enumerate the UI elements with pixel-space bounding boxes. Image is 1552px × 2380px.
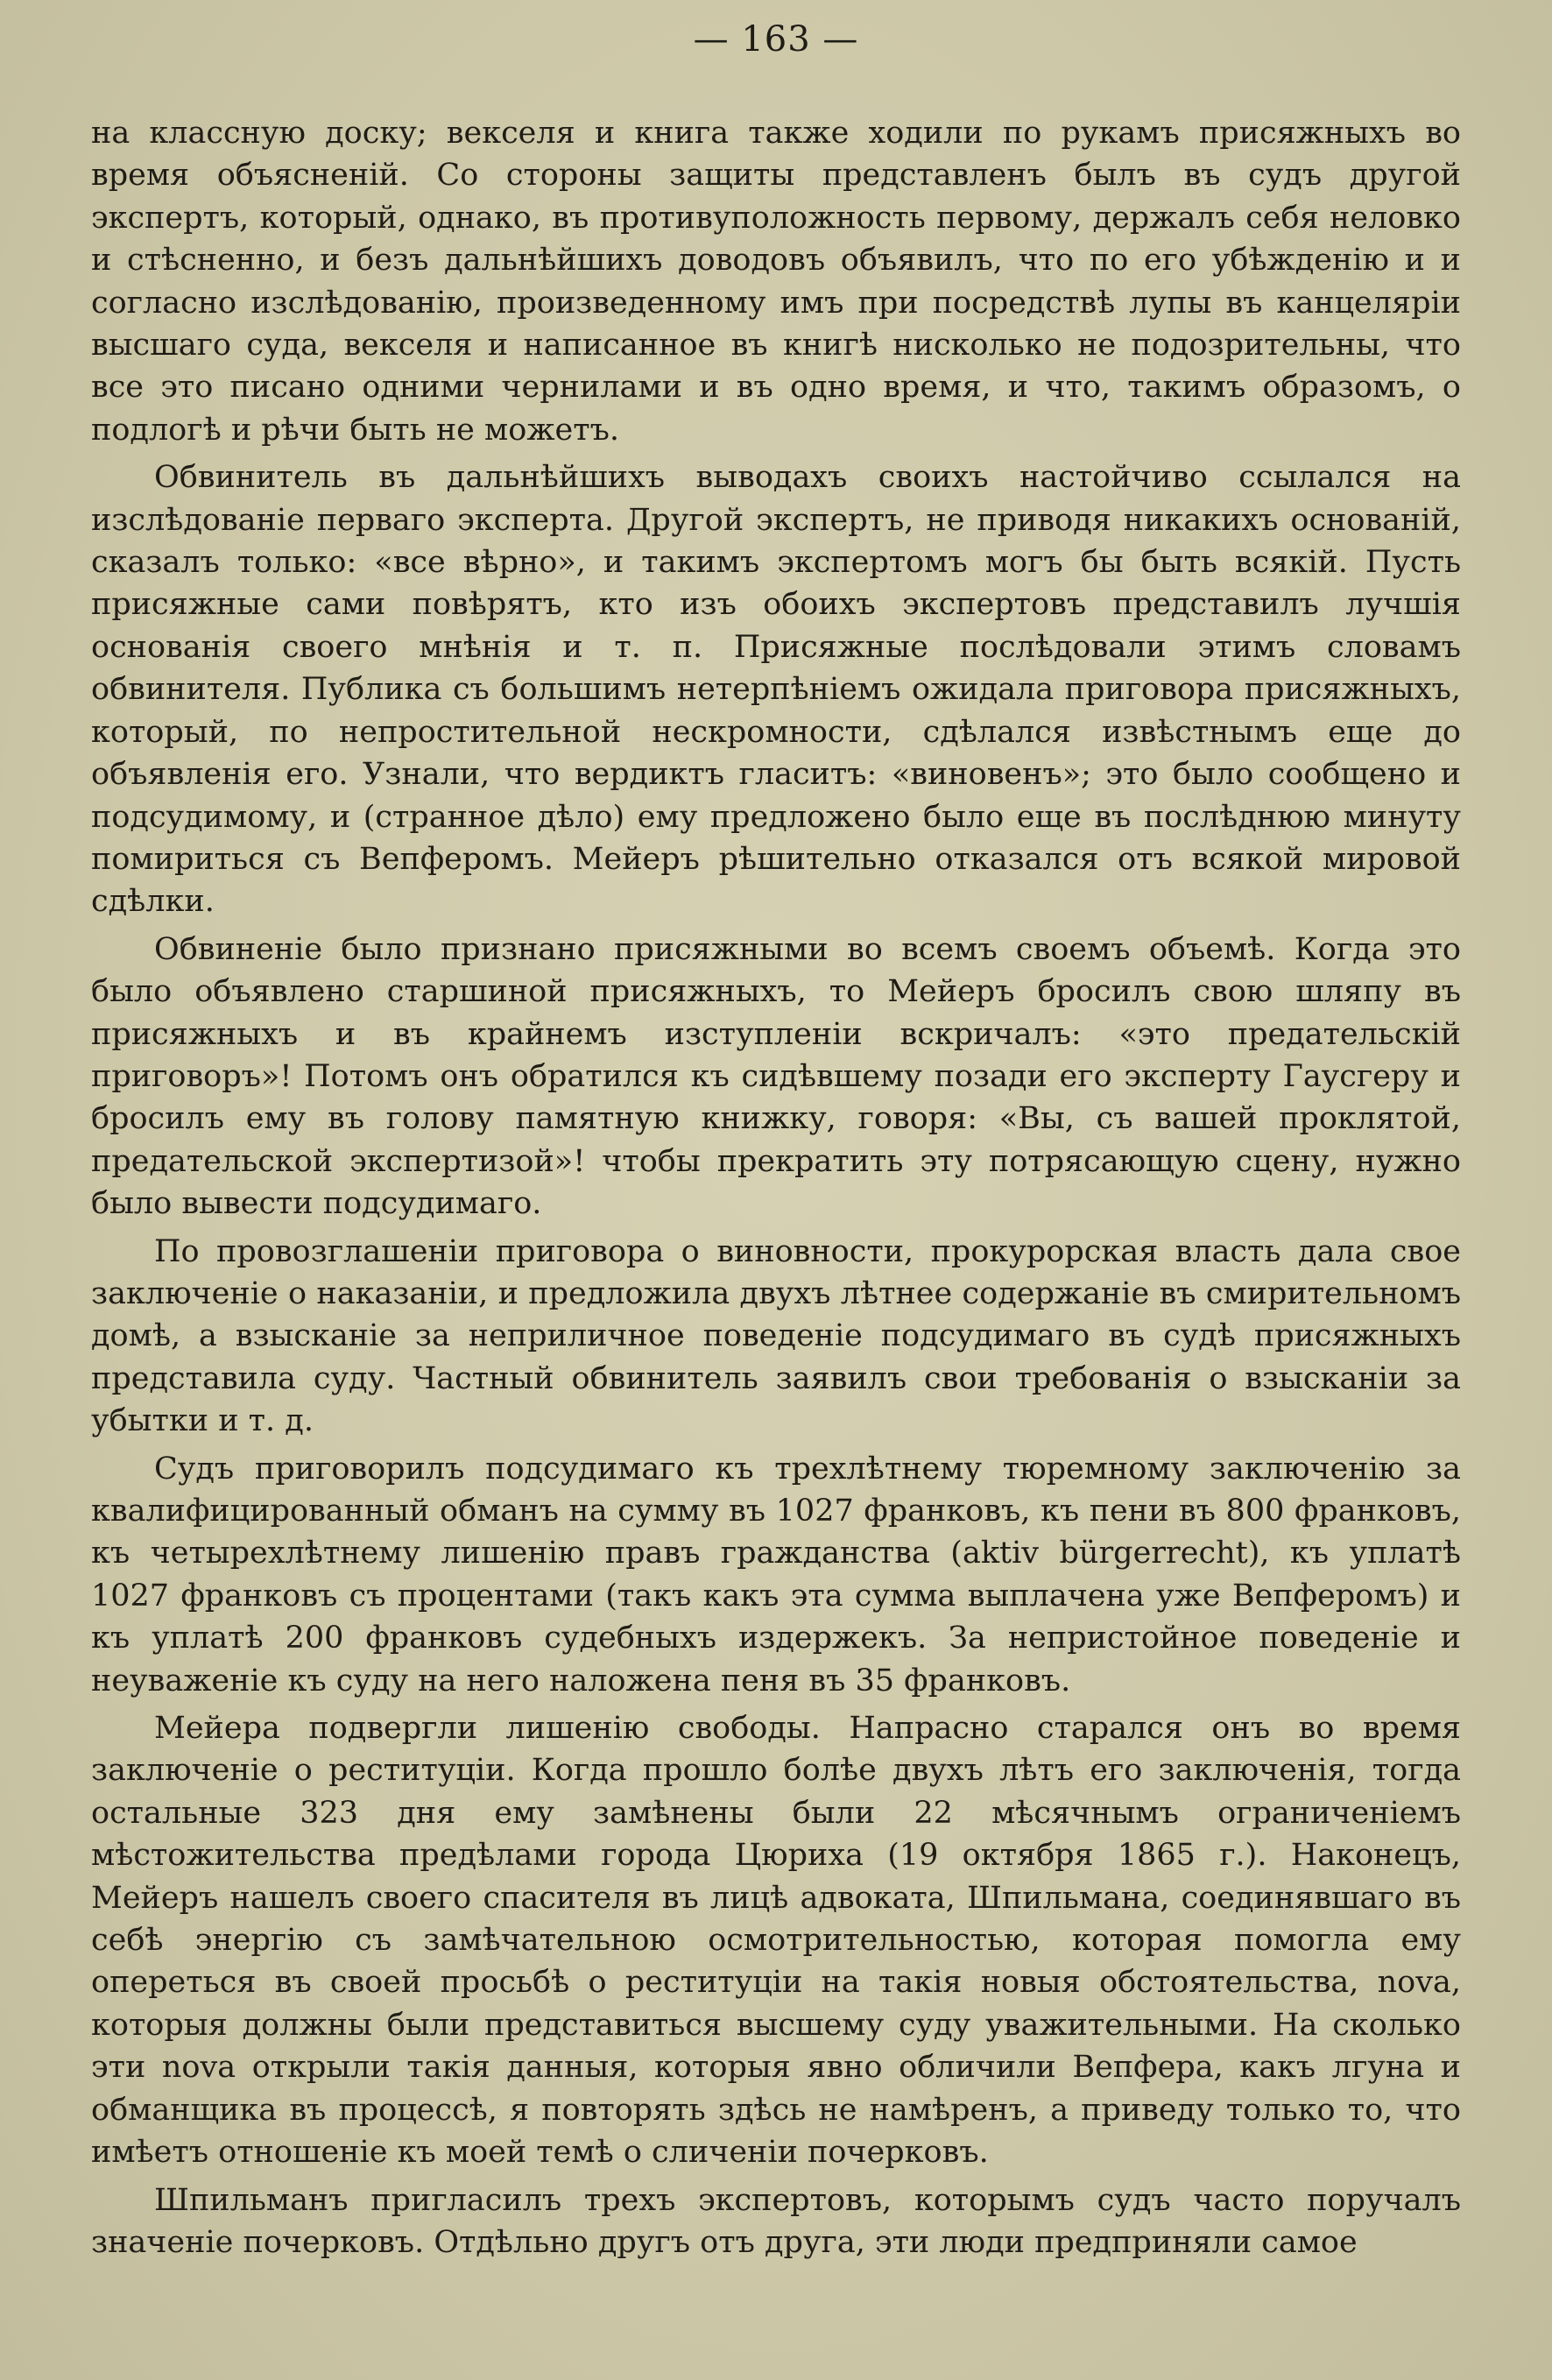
paragraph: По провозглашеніи приговора о виновности, прокурорская власть дала свое заключеніе о наказаніи, и предложила двухъ лѣтнее содержаніе въ смирительномъ домѣ, а взысканіе за неприличное поведеніе подсудимаго въ судѣ присяжныхъ представила суду. Частный обвинитель заявилъ свои требованія о взысканіи за убытки и т. д. [91, 1233, 1461, 1439]
page-number: — 163 — [693, 19, 859, 60]
paragraph: на классную доску; векселя и книга также ходили по рукамъ присяжныхъ во время объясненій. Со стороны защиты представленъ былъ въ судъ другой экспертъ, который, однако, въ противуположность первому, держалъ себя неловко и стѣсненно, и безъ дальнѣйшихъ доводовъ объявилъ, что по его убѣжденію и и согласно изслѣдованію, произведенному имъ при посредствѣ лупы въ канцеляріи высшаго суда, векселя и написанное въ книгѣ нисколько не подозрительны, что все это писано одними чернилами и въ одно время, и что, такимъ образомъ, о подлогѣ и рѣчи быть не можетъ. [91, 116, 1461, 448]
paragraph: Обвиненіе было признано присяжными во всемъ своемъ объемѣ. Когда это было объявлено старшиной присяжныхъ, то Мейеръ бросилъ свою шляпу въ присяжныхъ и въ крайнемъ изступленіи вскричалъ: «это предательскій приговоръ»! Потомъ онъ обратился къ сидѣвшему позади его эксперту Гаусгеру и бросилъ ему въ голову памятную книжку, говоря: «Вы, съ вашей проклятой, предательской экспертизой»! чтобы прекратить эту потрясающую сцену, нужно было вывести подсудимаго. [91, 931, 1461, 1222]
paragraph: Обвинитель въ дальнѣйшихъ выводахъ своихъ настойчиво ссылался на изслѣдованіе перваго эксперта. Другой экспертъ, не приводя никакихъ основаній, сказалъ только: «все вѣрно», и такимъ экспертомъ могъ бы быть всякій. Пусть присяжные сами повѣрятъ, кто изъ обоихъ экспертовъ представилъ лучшія основанія своего мнѣнія и т. п. Присяжные послѣдовали этимъ словамъ обвинителя. Публика съ большимъ нетерпѣніемъ ожидала приговора присяжныхъ, который, по непростительной нескромности, сдѣлался извѣстнымъ еще до объявленія его. Узнали, что вердиктъ гласитъ: «виновенъ»; это было сообщено и подсудимому, и (странное дѣло) ему предложено было еще въ послѣднюю минуту помириться съ Вепферомъ. Мейеръ рѣшительно отказался отъ всякой мировой сдѣлки. [91, 460, 1461, 920]
paragraph: Судъ приговорилъ подсудимаго къ трехлѣтнему тюремному заключенію за квалифицированный обманъ на сумму въ 1027 франковъ, къ пени въ 800 франковъ, къ четырехлѣтнему лишенію правъ гражданства (aktiv bürgerrecht), къ уплатѣ 1027 франковъ съ процентами (такъ какъ эта сумма выплачена уже Вепферомъ) и къ уплатѣ 200 франковъ судебныхъ издержекъ. За непристойное поведеніе и неуваженіе къ суду на него наложена пеня въ 35 франковъ. [91, 1451, 1461, 1698]
paragraph: Мейера подвергли лишенію свободы. Напрасно старался онъ во время заключеніе о реституціи. Когда прошло болѣе двухъ лѣтъ его заключенія, тогда остальные 323 дня ему замѣнены были 22 мѣсячнымъ ограниченіемъ мѣстожительства предѣлами города Цюриха (19 октября 1865 г.). Наконецъ, Мейеръ нашелъ своего спасителя въ лицѣ адвоката, Шпильмана, соединявшаго въ себѣ энергію съ замѣчательною осмотрительностью, которая помогла ему опереться въ своей просьбѣ о реституціи на такія новыя обстоятельства, nova, которыя должны были представиться высшему суду уважительными. На сколько эти nova открыли такія данныя, которыя явно обличили Вепфера, какъ лгуна и обманщика въ процессѣ, я повторять здѣсь не намѣренъ, а приведу только то, что имѣетъ отношеніе къ моей темѣ о сличеніи почерковъ. [91, 1711, 1461, 2171]
body-text [91, 112, 1461, 2269]
paragraph: Шпильманъ пригласилъ трехъ экспертовъ, которымъ судъ часто поручалъ значеніе почерковъ. Отдѣльно другъ отъ друга, эти люди предприняли самое [91, 2182, 1461, 2260]
